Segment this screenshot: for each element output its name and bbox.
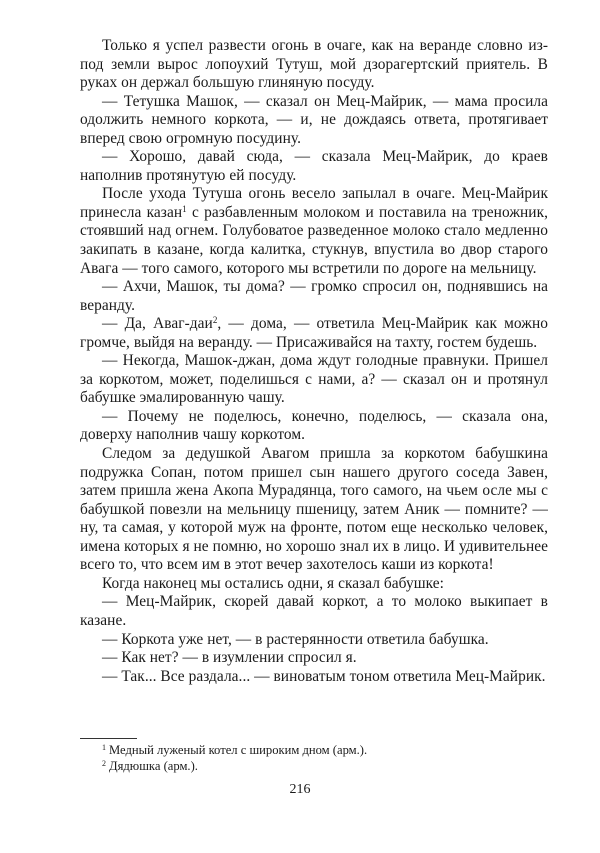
paragraph: Следом за дедушкой Авагом пришла за коркотом бабушкина подружка Сопан, потом пришел сын нашего другого соседа Завен, затем пришла жена Акопа Мурадянца, того самого, на чьем осле мы с бабушкой повезли на мельницу пшеницу, затем Аник — помните? — ну, та самая, у которой муж на фронте, потом еще несколько человек, имена которых я не помню, но хорошо знал их в лицо. И удивительнее всего то, что всем им в этот вечер захотелось каши из коркота!	[80, 445, 548, 574]
paragraph-text: с разбавленным молоком и поставила на треножник, стоявший над огнем. Голубоватое разведенное молоко стало медленно закипать в казане, когда калитка, стукнув, впустила во двор старого Авага — того самого, которого мы встретили по дороге на мельницу.	[80, 203, 548, 277]
paragraph: — Почему не поделюсь, конечно, поделюсь, — сказала она, доверху наполнив чашу коркотом.	[80, 407, 548, 444]
paragraph	[80, 315, 548, 352]
paragraph: — Коркота уже нет, — в растерянности ответила бабушка.	[102, 630, 489, 648]
footnote	[80, 758, 550, 774]
footnote-ref: 1	[182, 203, 187, 214]
paragraph: — Тетушка Машок, — сказал он Мец-Майрик, — мама просила одолжить немного коркота, — и, не дождаясь ответа, протягивает вперед свою огромную посудину.	[80, 92, 548, 147]
footnote-divider	[80, 738, 137, 739]
page-number: 216	[289, 782, 311, 797]
paragraph-text: — Да, Аваг-даи	[102, 315, 213, 333]
paragraph: — Так... Все раздала... — виноватым тоном ответила Мец-Майрик.	[102, 667, 546, 685]
footnote-text: Дядюшка (арм.).	[109, 759, 198, 773]
paragraph-text: После ухода Тутуша огонь весело запылал в очаге. Мец-Майрик принесла казан	[80, 185, 548, 221]
paragraph-text: , — дома, — ответила Мец-Майрик как можно громче, выйдя на веранду. — Присаживайся на тахту, гостем будешь.	[80, 315, 548, 351]
footnote	[80, 742, 550, 758]
paragraph: Только я успел развести огонь в очаге, как на веранде словно из-под земли вырос лопоухий Тутуш, мой дзорагертский приятель. В руках он держал большую глиняную посуду.	[80, 37, 548, 92]
main-text	[80, 37, 548, 686]
paragraph	[80, 185, 548, 278]
footnotes	[80, 742, 550, 774]
paragraph: Когда наконец мы остались одни, я сказал бабушке:	[102, 574, 444, 592]
paragraph: — Хорошо, давай сюда, — сказала Мец-Майрик, до краев наполнив протянутую ей посуду.	[80, 148, 548, 184]
footnote-text: Медный луженый котел с широким дном (арм.).	[109, 743, 368, 757]
footnote-mark: 2	[102, 759, 106, 768]
footnote-mark: 1	[102, 743, 106, 752]
paragraph: — Мец-Майрик, скорей давай коркот, а то молоко выкипает в казане.	[80, 593, 548, 629]
paragraph: — Как нет? — в изумлении спросил я.	[102, 649, 357, 667]
paragraph: — Некогда, Машок-джан, дома ждут голодные правнуки. Пришел за коркотом, может, поделишься с нами, а? — сказал он и протянул бабушке эмалированную чашу.	[80, 352, 548, 407]
paragraph: — Ахчи, Машок, ты дома? — громко спросил он, поднявшись на веранду.	[80, 278, 548, 314]
footnote-ref: 2	[212, 315, 218, 326]
